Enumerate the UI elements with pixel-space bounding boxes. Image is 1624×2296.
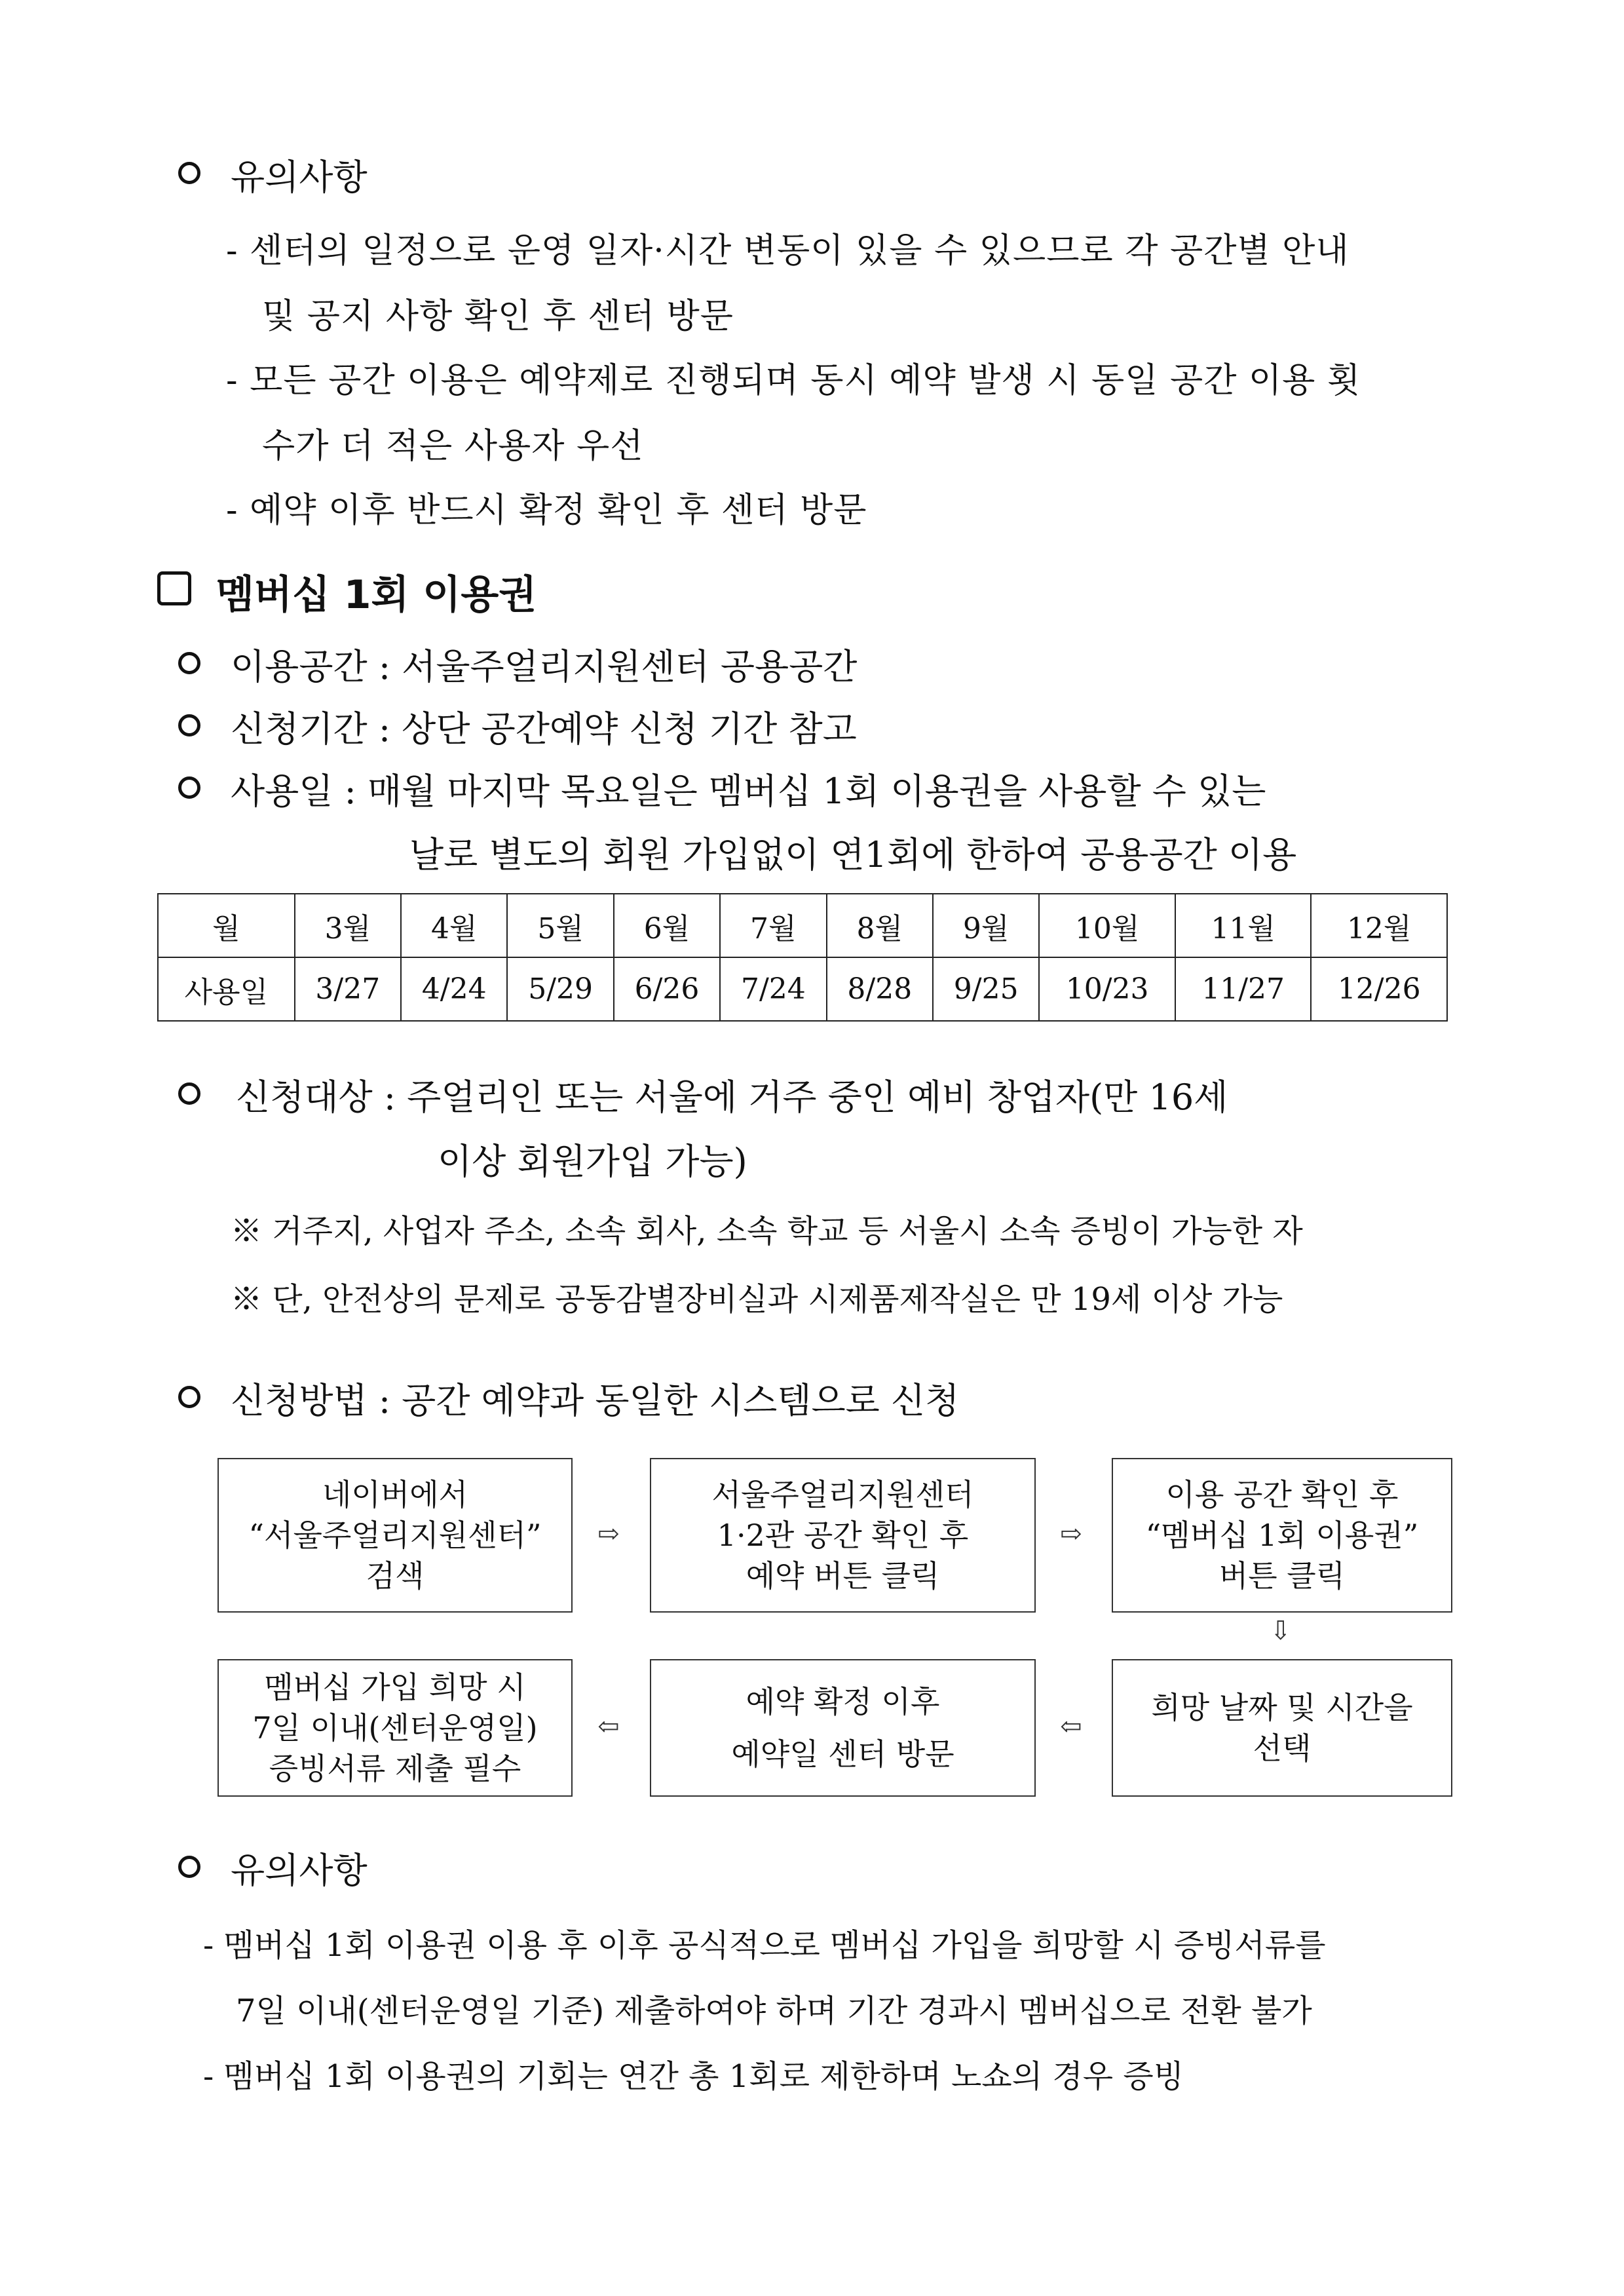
flow-step-5	[650, 1659, 1036, 1797]
notice-item-2-line-1: - 모든 공간 이용은 예약제로 진행되며 동시 예약 발생 시 동일 공간 이용 횟	[226, 361, 1361, 400]
bullet-circle-icon	[178, 714, 200, 737]
notice2-item-2-line-1: - 멤버십 1회 이용권의 기회는 연간 총 1회로 제한하며 노쇼의 경우 증빙	[203, 2058, 1184, 2095]
flow-step-4	[1112, 1659, 1452, 1797]
section-checkbox-icon	[157, 571, 191, 605]
flow-step-text: 예약 확정 이후	[746, 1684, 940, 1719]
flow-step-text: 예약일 센터 방문	[731, 1736, 954, 1772]
flow-step-text: 예약 버튼 클릭	[746, 1558, 940, 1594]
info-space: 이용공간 : 서울주얼리지원센터 공용공간	[231, 646, 858, 687]
flow-step-text: “서울주얼리지원센터”	[248, 1518, 542, 1553]
notice-item-1-line-2: 및 공지 사항 확인 후 센터 방문	[262, 297, 734, 336]
table-cell: 11/27	[1175, 957, 1312, 1021]
flow-step-2	[650, 1458, 1036, 1613]
table-cell: 사용일	[158, 957, 295, 1021]
info-usage-line-1: 사용일 : 매월 마지막 목요일은 멤버십 1회 이용권을 사용할 수 있는	[231, 771, 1266, 812]
flow-step-text: 검색	[366, 1558, 425, 1594]
bullet-circle-icon	[178, 652, 200, 674]
notice-item-2-line-2: 수가 더 적은 사용자 우선	[262, 427, 644, 466]
bullet-circle-icon	[178, 1386, 200, 1408]
flow-step-3	[1112, 1458, 1452, 1613]
table-cell: 11월	[1175, 894, 1312, 957]
notice-item-3-line-1: - 예약 이후 반드시 확정 확인 후 센터 방문	[226, 491, 867, 530]
table-cell: 7월	[720, 894, 826, 957]
method-heading: 신청방법 : 공간 예약과 동일한 시스템으로 신청	[231, 1380, 960, 1421]
flow-step-text: 1·2관 공간 확인 후	[717, 1518, 969, 1553]
flow-step-text: 버튼 클릭	[1218, 1558, 1346, 1594]
bullet-circle-icon	[178, 1856, 200, 1878]
flow-step-text: 선택	[1253, 1731, 1312, 1766]
table-cell: 8월	[827, 894, 933, 957]
flow-step-text: 증빙서류 제출 필수	[269, 1751, 521, 1786]
notice2-item-1-line-2: 7일 이내(센터운영일 기준) 제출하여야 하며 기간 경과시 멤버십으로 전환 불가	[236, 1993, 1312, 2029]
target-line-1: 신청대상 : 주얼리인 또는 서울에 거주 중인 예비 창업자(만 16세	[236, 1077, 1228, 1118]
bullet-circle-icon	[178, 162, 200, 184]
section-title: 멤버십 1회 이용권	[216, 572, 537, 618]
table-header-row	[158, 894, 1447, 957]
target-note-1: ※ 거주지, 사업자 주소, 소속 회사, 소속 학교 등 서울시 소속 증빙이 가능한 자	[231, 1213, 1303, 1250]
arrow-left-icon: ⇦	[597, 1712, 620, 1742]
table-cell: 4/24	[401, 957, 507, 1021]
target-note-2: ※ 단, 안전상의 문제로 공동감별장비실과 시제품제작실은 만 19세 이상 가능	[231, 1281, 1283, 1318]
table-cell: 3월	[295, 894, 401, 957]
flow-step-1	[217, 1458, 573, 1613]
table-cell: 12월	[1311, 894, 1447, 957]
bullet-circle-icon	[178, 776, 200, 799]
table-cell: 9월	[933, 894, 1039, 957]
info-period: 신청기간 : 상단 공간예약 신청 기간 참고	[231, 708, 857, 750]
arrow-right-icon: ⇨	[597, 1519, 620, 1549]
table-cell: 7/24	[720, 957, 826, 1021]
table-cell: 9/25	[933, 957, 1039, 1021]
notice2-item-1-line-1: - 멤버십 1회 이용권 이용 후 이후 공식적으로 멤버십 가입을 희망할 시 증빙서류를	[203, 1927, 1326, 1964]
arrow-left-icon: ⇦	[1060, 1712, 1082, 1742]
table-cell: 6월	[614, 894, 720, 957]
usage-date-table	[157, 893, 1448, 1022]
table-cell: 5/29	[507, 957, 613, 1021]
table-cell: 8/28	[827, 957, 933, 1021]
target-line-2: 이상 회원가입 가능)	[438, 1141, 747, 1182]
table-row	[158, 957, 1447, 1021]
flow-step-6	[217, 1659, 573, 1797]
table-cell: 6/26	[614, 957, 720, 1021]
notice-heading: 유의사항	[231, 157, 368, 198]
notice-item-1-line-1: - 센터의 일정으로 운영 일자·시간 변동이 있을 수 있으므로 각 공간별 안내	[226, 231, 1350, 271]
table-cell: 12/26	[1311, 957, 1447, 1021]
flow-step-text: 서울주얼리지원센터	[711, 1477, 974, 1512]
flow-step-text: 이용 공간 확인 후	[1165, 1477, 1399, 1512]
info-usage-line-2: 날로 별도의 회원 가입없이 연1회에 한하여 공용공간 이용	[409, 834, 1297, 875]
table-cell: 월	[158, 894, 295, 957]
flow-step-text: 희망 날짜 및 시간을	[1151, 1690, 1413, 1725]
bullet-circle-icon	[178, 1082, 200, 1105]
flow-step-text: 네이버에서	[322, 1477, 468, 1512]
flow-step-text: 멤버십 가입 희망 시	[264, 1670, 526, 1705]
flow-step-text: “멤버십 1회 이용권”	[1145, 1518, 1419, 1553]
table-cell: 10월	[1039, 894, 1175, 957]
notice2-heading: 유의사항	[231, 1850, 368, 1891]
table-cell: 4월	[401, 894, 507, 957]
table-cell: 10/23	[1039, 957, 1175, 1021]
arrow-down-icon: ⇩	[1270, 1616, 1292, 1646]
flow-step-text: 7일 이내(센터운영일)	[252, 1710, 538, 1746]
table-cell: 5월	[507, 894, 613, 957]
arrow-right-icon: ⇨	[1060, 1519, 1082, 1549]
table-cell: 3/27	[295, 957, 401, 1021]
